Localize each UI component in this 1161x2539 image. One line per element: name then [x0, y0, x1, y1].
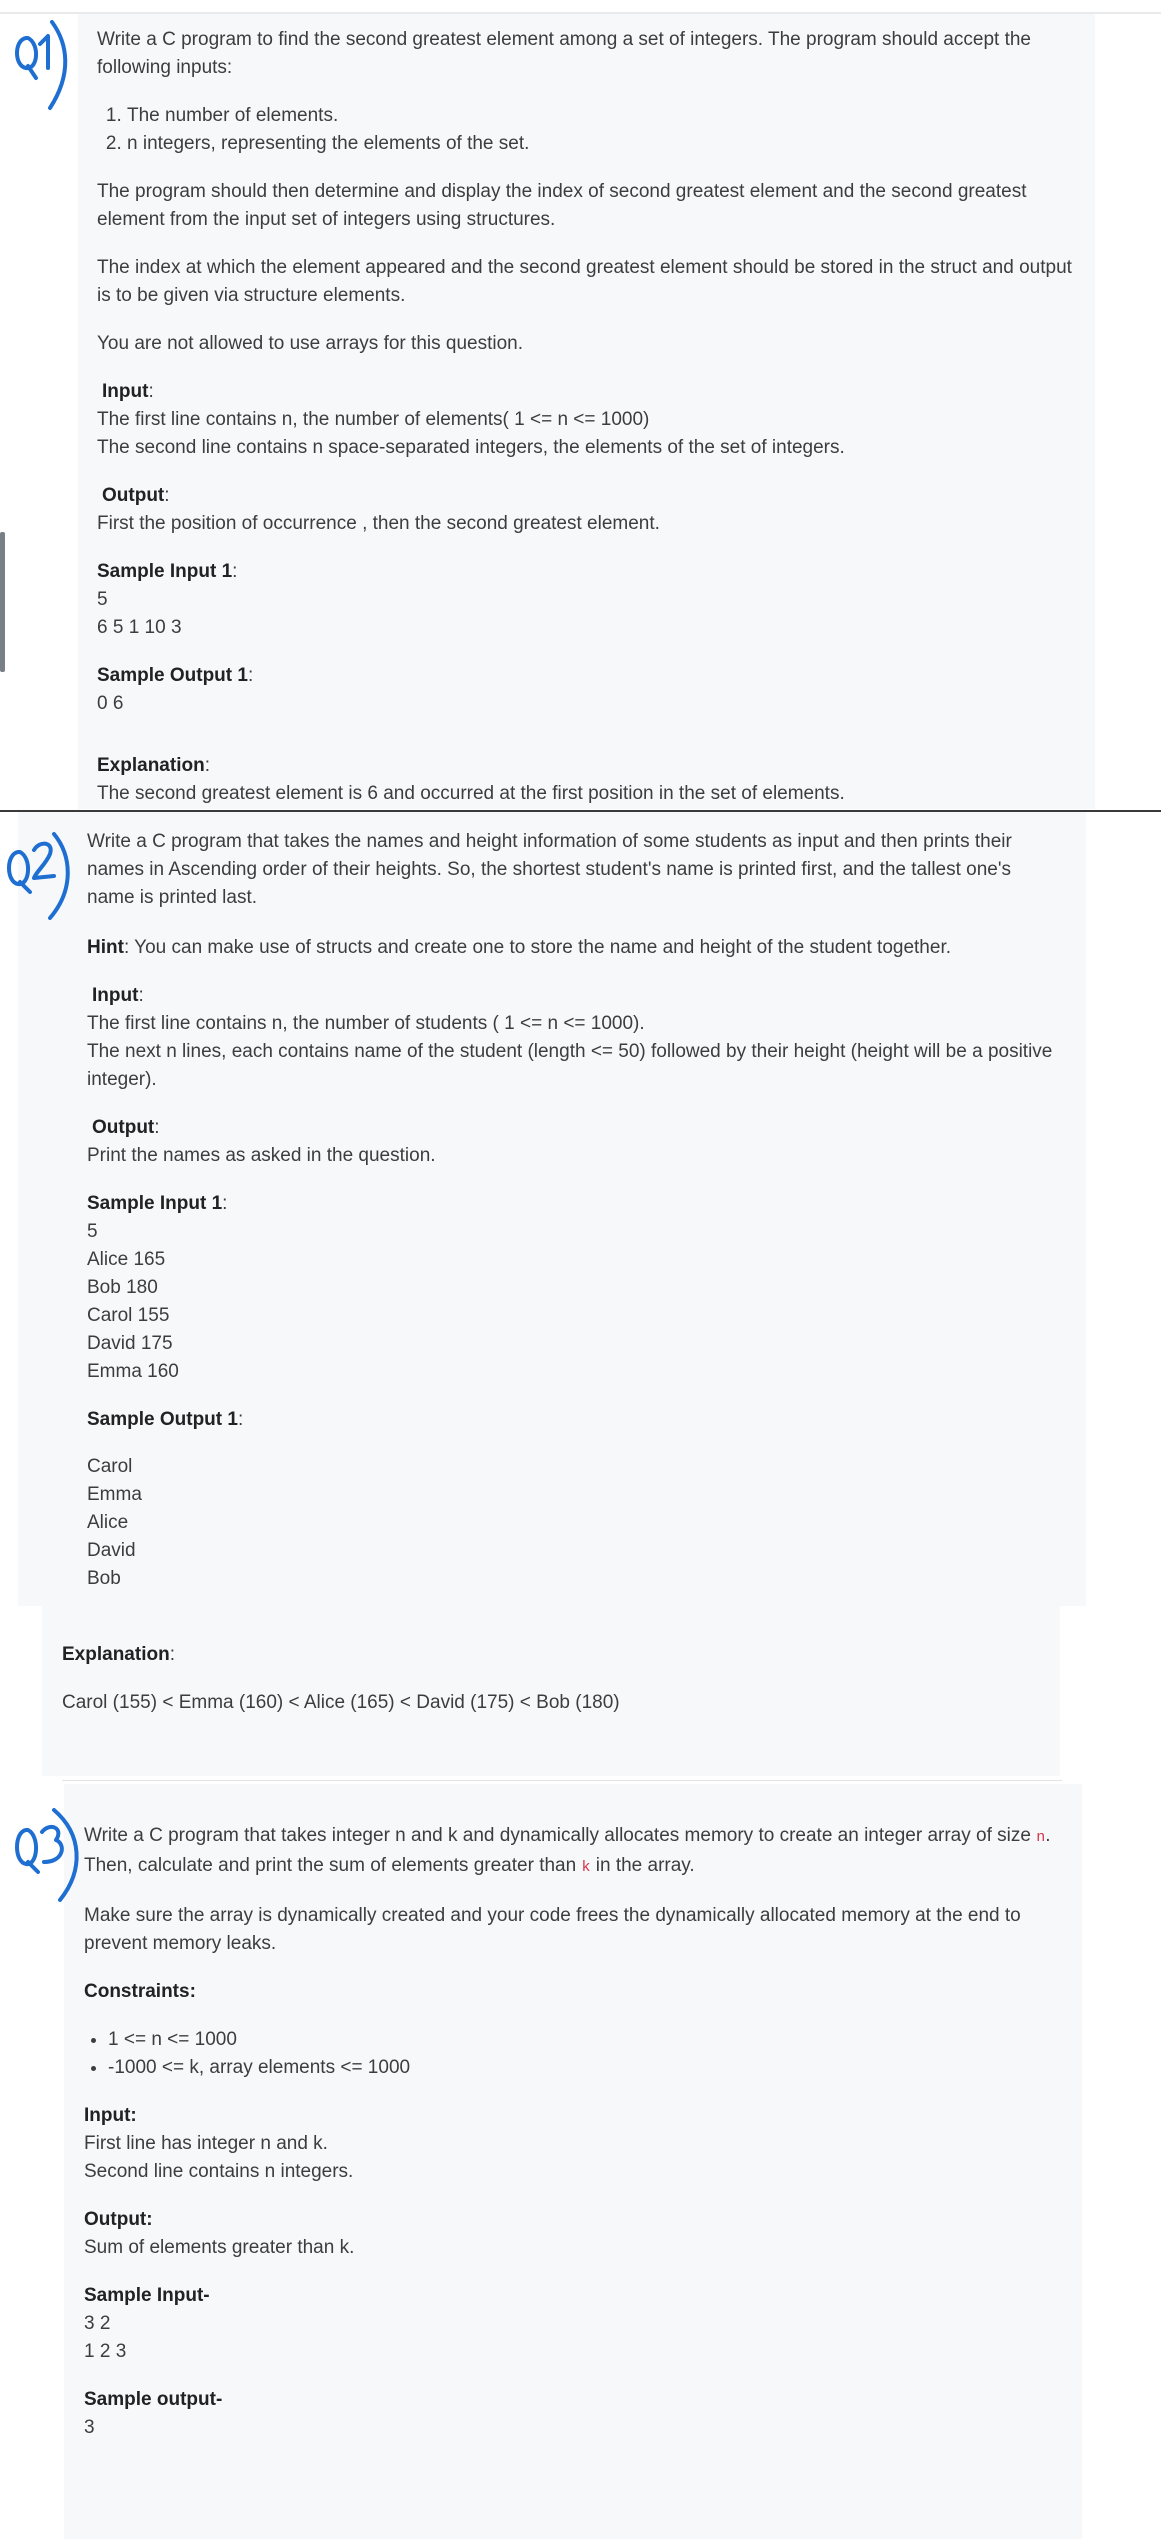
- q2-sample-output-line: Alice: [87, 1512, 129, 1533]
- q2-sample-input-line: David 175: [87, 1333, 173, 1354]
- q3-output-heading: Output:: [84, 2209, 153, 2230]
- q3-input-heading: Input:: [84, 2105, 137, 2126]
- q2-output-line: Print the names as asked in the question.: [87, 1145, 436, 1166]
- q3-code-k: k: [581, 1859, 591, 1876]
- q1-explanation: The second greatest element is 6 and occurred at the first position in the set of elements.: [97, 783, 845, 804]
- q2-sample-input-line: Emma 160: [87, 1361, 179, 1382]
- q3-output-line: Sum of elements greater than k.: [84, 2237, 355, 2258]
- q1-input-list: [97, 102, 1077, 158]
- q2-sample-output-line: Emma: [87, 1484, 142, 1505]
- q2-sample-output-line: Carol: [87, 1456, 133, 1477]
- q2-input-line: The next n lines, each contains name of the student (length <= 50) followed by their height (height will be a positive integer).: [87, 1041, 1053, 1090]
- q1-handwritten-mark: [6, 4, 76, 114]
- q1-para-struct-output: The index at which the element appeared and the second greatest element should be stored in the struct and output is to be given via structure elements.: [97, 257, 1072, 306]
- q1-sample-input-heading: Sample Input 1:: [97, 561, 238, 582]
- q3-intro: Write a C program that takes integer n and k and dynamically allocates memory to create an integer array of size n. Then, calculate and print the sum of elements greater than k in the array.: [84, 1825, 1051, 1876]
- q3-sample-input-heading: Sample Input-: [84, 2285, 210, 2306]
- q2-sample-input-heading: Sample Input 1:: [87, 1193, 228, 1214]
- q3-input-line: Second line contains n integers.: [84, 2161, 354, 2182]
- q3-sample-input-line: 3 2: [84, 2313, 111, 2334]
- q2-sample-input-line: Alice 165: [87, 1249, 166, 1270]
- q2-content: [87, 828, 1062, 1593]
- q3-handwritten-mark: [8, 1800, 88, 1910]
- q2-intro: Write a C program that takes the names and height information of some students as input and then prints their names in Ascending order of their heights. So, the shortest student's name is printed first, and the tallest one's name is printed last.: [87, 831, 1012, 908]
- q2-explanation: Carol (155) < Emma (160) < Alice (165) < David (175) < Bob (180): [62, 1692, 620, 1713]
- q1-input-line: The second line contains n space-separated integers, the elements of the set of integers.: [97, 437, 845, 458]
- q3-sample-input-line: 1 2 3: [84, 2341, 127, 2362]
- q2-sample-output-heading: Sample Output 1:: [87, 1409, 244, 1430]
- q1-content: [97, 26, 1077, 808]
- q3-input-line: First line has integer n and k.: [84, 2133, 328, 2154]
- q2-sample-output-line: David: [87, 1540, 136, 1561]
- q2-handwritten-mark: [2, 816, 78, 926]
- scroll-handle[interactable]: [0, 532, 5, 672]
- q3-constraint-item: • 1 <= n <= 1000: [108, 2026, 1064, 2054]
- q2-sample-input-line: Bob 180: [87, 1277, 158, 1298]
- q1-input-heading: Input:: [102, 381, 154, 402]
- q2-divider-line: [62, 1780, 1062, 1781]
- q1-list-item: 1. The number of elements.: [127, 102, 1077, 130]
- q1-sample-input-line: 5: [97, 589, 108, 610]
- q1-sample-output-line: 0 6: [97, 693, 124, 714]
- q1-para-no-arrays: You are not allowed to use arrays for this question.: [97, 333, 523, 354]
- q1-output-heading: Output:: [102, 485, 170, 506]
- q2-explanation-block: [62, 1641, 1022, 1717]
- q2-sample-input-line: 5: [87, 1221, 98, 1242]
- q1-output-line: First the position of occurrence , then the second greatest element.: [97, 513, 660, 534]
- q3-content: [84, 1822, 1064, 2442]
- q1-para-structures: The program should then determine and display the index of second greatest element and the second greatest element from the input set of integers using structures.: [97, 181, 1027, 230]
- q2-sample-input-line: Carol 155: [87, 1305, 170, 1326]
- q3-constraints-heading: Constraints:: [84, 1981, 196, 2002]
- top-divider: [0, 12, 1161, 14]
- q3-para-memory: Make sure the array is dynamically created and your code frees the dynamically allocated memory at the end to prevent memory leaks.: [84, 1905, 1021, 1954]
- q1-input-line: The first line contains n, the number of elements( 1 <= n <= 1000): [97, 409, 650, 430]
- q3-sample-output-line: 3: [84, 2417, 95, 2438]
- q2-output-heading: Output:: [92, 1117, 160, 1138]
- q1-intro: Write a C program to find the second greatest element among a set of integers. The program should accept the following inputs:: [97, 29, 1031, 78]
- q3-code-n: n: [1036, 1829, 1046, 1846]
- q1-explanation-heading: Explanation:: [97, 755, 210, 776]
- q3-constraint-item: • -1000 <= k, array elements <= 1000: [108, 2054, 1064, 2082]
- q2-input-line: The first line contains n, the number of students ( 1 <= n <= 1000).: [87, 1013, 645, 1034]
- q1-sample-output-heading: Sample Output 1:: [97, 665, 254, 686]
- q2-sample-output-line: Bob: [87, 1568, 121, 1589]
- q1-list-item: 2. n integers, representing the elements of the set.: [127, 130, 1077, 158]
- q3-constraints-list: [84, 2026, 1064, 2082]
- q2-hint: Hint: You can make use of structs and create one to store the name and height of the student together.: [87, 937, 951, 958]
- q2-explanation-heading: Explanation:: [62, 1644, 175, 1665]
- q1-sample-input-line: 6 5 1 10 3: [97, 617, 182, 638]
- q2-input-heading: Input:: [92, 985, 144, 1006]
- q3-sample-output-heading: Sample output-: [84, 2389, 223, 2410]
